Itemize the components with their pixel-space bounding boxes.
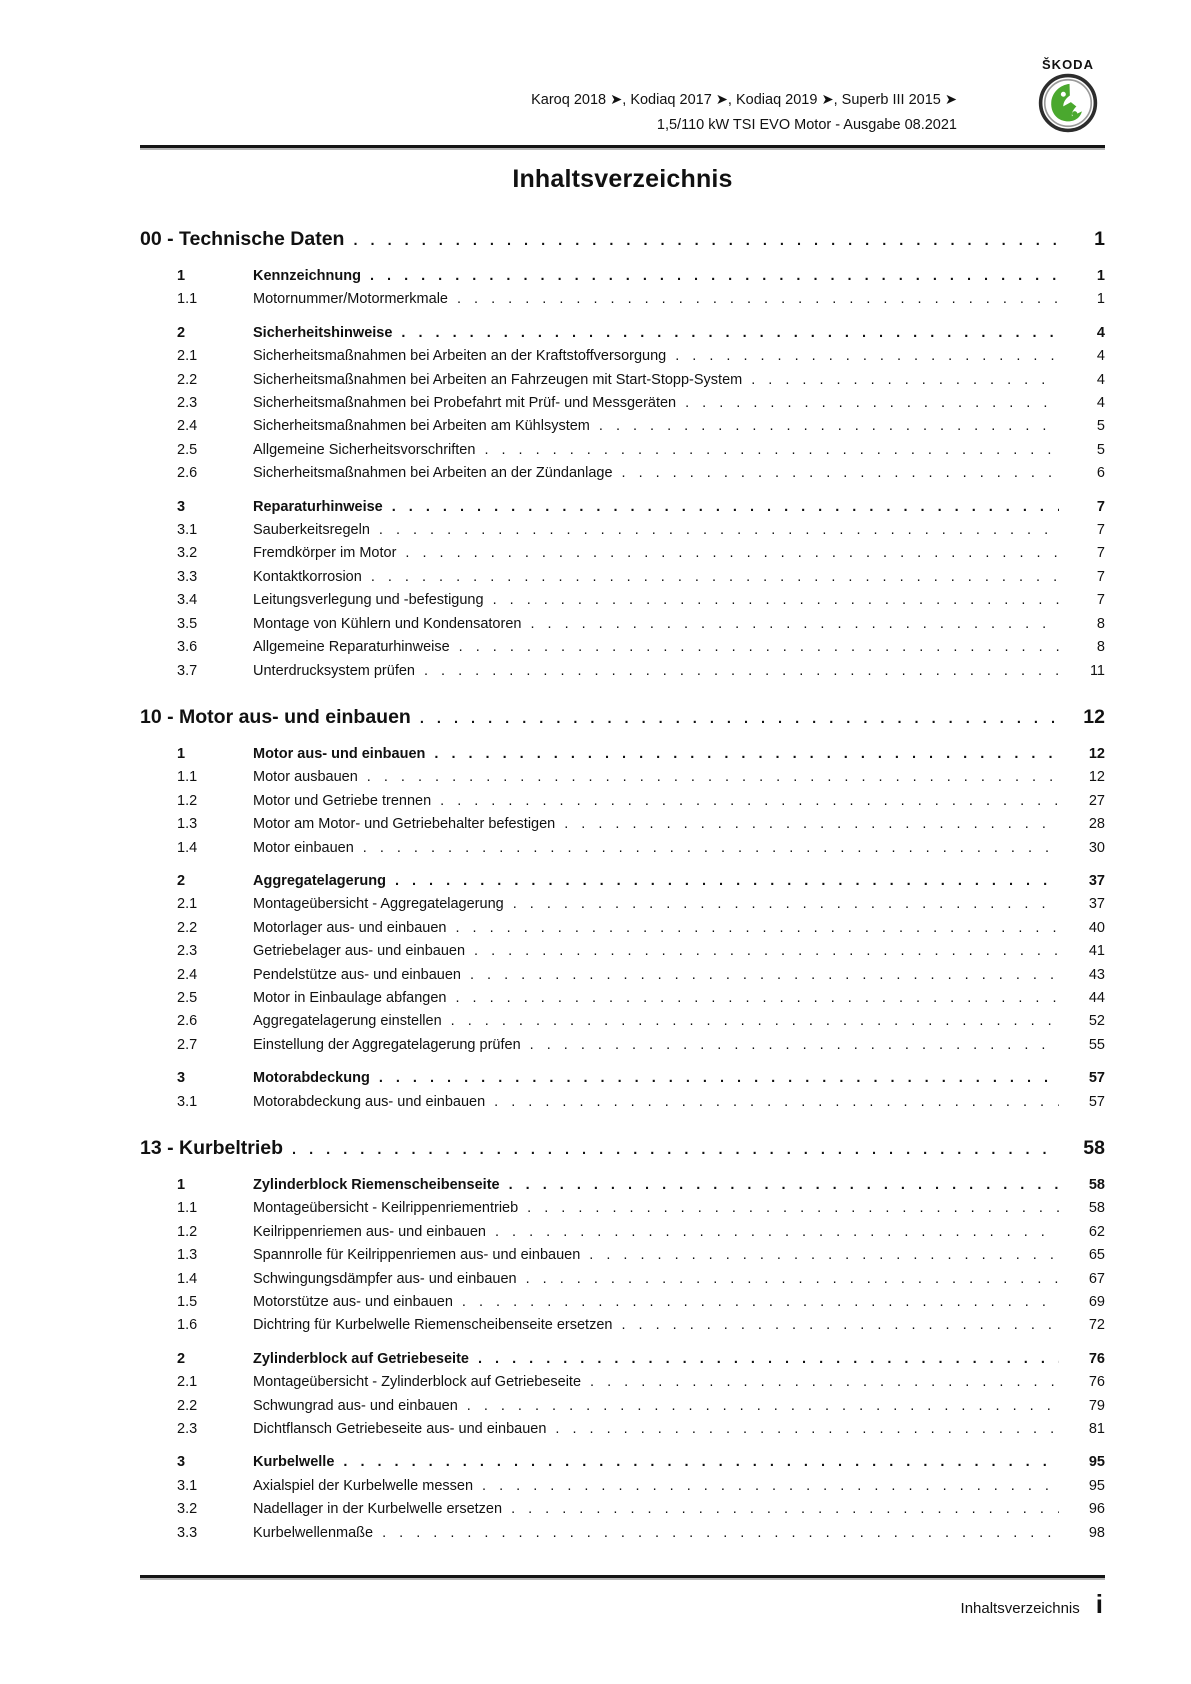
toc-item-number: 3.4: [177, 592, 198, 609]
page-header: [140, 0, 1105, 148]
dot-leader: [392, 322, 1059, 345]
toc-item-number: 3.2: [177, 545, 198, 562]
toc-item-number: 3.2: [177, 1501, 198, 1518]
page-number: 12: [1088, 745, 1105, 762]
toc-item: [140, 1091, 1105, 1114]
dot-leader: [283, 1137, 1059, 1164]
dot-leader: [442, 1010, 1059, 1033]
toc-item-label: Spannrolle für Keilrippenriemen aus- und einbauen: [253, 1247, 581, 1264]
dot-leader: [383, 496, 1059, 519]
dot-leader: [590, 415, 1059, 438]
page-number: 1: [1096, 291, 1105, 308]
page-number: 95: [1088, 1477, 1105, 1494]
toc-item: [140, 345, 1105, 368]
toc-item-number: 2.6: [177, 465, 198, 482]
toc-item-number: 2: [177, 872, 186, 889]
dot-leader: [415, 660, 1059, 683]
dot-leader: [458, 1395, 1059, 1418]
page-number: 7: [1096, 545, 1105, 562]
page-number: 96: [1088, 1501, 1105, 1518]
toc-item-number: 2.2: [177, 1397, 198, 1414]
toc-item-label: Nadellager in der Kurbelwelle ersetzen: [253, 1501, 503, 1518]
page-number: 8: [1096, 639, 1105, 656]
page-number: 5: [1096, 441, 1105, 458]
page-number: 1: [1094, 228, 1105, 250]
page-number: 81: [1088, 1421, 1105, 1438]
footer-label: Inhaltsverzeichnis: [960, 1600, 1080, 1617]
page-number: 4: [1096, 371, 1105, 388]
toc-item-label: Allgemeine Reparaturhinweise: [253, 639, 450, 656]
dot-leader: [448, 288, 1059, 311]
skoda-wordmark: ŠKODA: [1042, 57, 1094, 72]
dot-leader: [521, 1034, 1059, 1057]
toc-item-label: Zylinderblock auf Getriebeseite: [253, 1350, 469, 1367]
toc-item: [140, 1395, 1105, 1418]
dot-leader: [518, 1197, 1059, 1220]
toc-item: [140, 1010, 1105, 1033]
toc-item: [140, 392, 1105, 415]
dot-leader: [521, 613, 1059, 636]
toc-item: [140, 660, 1105, 683]
toc-item: [140, 987, 1105, 1010]
toc-item-label: Getriebelager aus- und einbauen: [253, 943, 466, 960]
dot-leader: [362, 566, 1059, 589]
page-number: 62: [1088, 1223, 1105, 1240]
toc-item-number: 3.1: [177, 522, 198, 539]
page-number: 1: [1096, 268, 1105, 284]
dot-leader: [473, 1475, 1059, 1498]
page-number: 79: [1088, 1397, 1105, 1414]
toc-item: [140, 893, 1105, 916]
page-number: 12: [1083, 705, 1105, 728]
toc-item-label: Montage von Kühlern und Kondensatoren: [253, 615, 522, 632]
toc-item-number: 1.1: [177, 291, 198, 308]
toc-item-number: 1.6: [177, 1317, 198, 1334]
toc-item-label: Kontaktkorrosion: [253, 568, 362, 585]
toc-item: [140, 1221, 1105, 1244]
dot-leader: [555, 813, 1059, 836]
dot-leader: [469, 1348, 1059, 1371]
toc-item-number: 3: [177, 498, 186, 515]
dot-leader: [504, 893, 1059, 916]
toc-item: [140, 940, 1105, 963]
dot-leader: [485, 1091, 1059, 1114]
dot-leader: [581, 1371, 1059, 1394]
toc-item-label: Zylinderblock Riemenscheibenseite: [253, 1177, 500, 1193]
header-line-1: Karoq 2018 ➤, Kodiaq 2017 ➤, Kodiaq 2019 ➤, Superb III 2015 ➤: [531, 92, 957, 108]
page-number: 57: [1088, 1093, 1105, 1110]
toc-item: [140, 1475, 1105, 1498]
toc-item: [140, 1348, 1105, 1371]
page-number: 8: [1096, 615, 1105, 632]
toc-item-label: Sicherheitsmaßnahmen bei Arbeiten an der Zündanlage: [253, 465, 613, 482]
toc-item-number: 3: [177, 1454, 186, 1471]
toc-item-number: 1.1: [177, 1200, 198, 1217]
page-number: 58: [1083, 1137, 1105, 1159]
toc-item-label: Sicherheitshinweise: [253, 324, 393, 341]
toc-item-number: 2.3: [177, 1421, 198, 1438]
toc-item-number: 1.2: [177, 792, 198, 809]
page-number: 12: [1088, 769, 1105, 786]
page-number: 69: [1088, 1294, 1105, 1311]
page-number: 40: [1088, 919, 1105, 936]
page-title: Inhaltsverzeichnis: [512, 165, 733, 193]
toc-item-number: 3.3: [177, 1524, 198, 1541]
page-number: 67: [1088, 1270, 1105, 1287]
page-number: 95: [1088, 1454, 1105, 1471]
footer-divider: [140, 1575, 1105, 1578]
table-of-contents: [140, 226, 1105, 1545]
dot-leader: [461, 964, 1059, 987]
toc-item: [140, 636, 1105, 659]
toc-item-number: 1.4: [177, 839, 198, 856]
toc-item-label: Montageübersicht - Zylinderblock auf Getriebeseite: [253, 1374, 582, 1391]
header-model-info: [531, 88, 957, 138]
dot-leader: [358, 766, 1059, 789]
toc-item-number: 1: [177, 745, 186, 762]
toc-item: [140, 1371, 1105, 1394]
toc-item-number: 2.7: [177, 1036, 198, 1053]
toc-item-label: Motorabdeckung aus- und einbauen: [253, 1093, 486, 1110]
toc-item-label: Sauberkeitsregeln: [253, 522, 370, 539]
header-line-2: 1,5/110 kW TSI EVO Motor - Ausgabe 08.2021: [656, 117, 957, 133]
toc-item-number: 2.5: [177, 989, 198, 1006]
toc-item-number: 2.3: [177, 395, 198, 412]
dot-leader: [500, 1174, 1059, 1197]
toc-item: [140, 439, 1105, 462]
dot-leader: [546, 1418, 1059, 1441]
toc-item-number: 1.1: [177, 769, 198, 786]
toc-item-label: Allgemeine Sicherheitsvorschriften: [253, 441, 476, 458]
toc-item: [140, 265, 1105, 288]
toc-item-label: Kurbelwellenmaße: [253, 1524, 374, 1541]
dot-leader: [344, 228, 1059, 255]
toc-item-label: Motorlager aus- und einbauen: [253, 919, 447, 936]
toc-item-label: Sicherheitsmaßnahmen bei Probefahrt mit Prüf- und Messgeräten: [253, 395, 677, 412]
toc-item-label: Einstellung der Aggregatelagerung prüfen: [253, 1036, 521, 1053]
toc-item-number: 1.4: [177, 1270, 198, 1287]
dot-leader: [431, 790, 1059, 813]
toc-item-number: 2.2: [177, 919, 198, 936]
page-number: 72: [1088, 1317, 1105, 1334]
dot-leader: [373, 1522, 1059, 1545]
toc-item-label: Aggregatelagerung einstellen: [253, 1013, 442, 1030]
dot-leader: [612, 1314, 1059, 1337]
toc-item: [140, 813, 1105, 836]
toc-section-heading: [140, 226, 1105, 255]
page-number: 76: [1088, 1350, 1105, 1367]
toc-item: [140, 1268, 1105, 1291]
page-number: 11: [1089, 662, 1105, 679]
dot-leader: [517, 1268, 1059, 1291]
toc-item: [140, 462, 1105, 485]
toc-item: [140, 1498, 1105, 1521]
page-number: 7: [1096, 522, 1105, 539]
toc-item-label: Schwungrad aus- und einbauen: [253, 1397, 458, 1414]
toc-item: [140, 322, 1105, 345]
page-number: 58: [1088, 1177, 1105, 1193]
toc-item-number: 1: [177, 268, 186, 284]
skoda-logo: [1033, 58, 1103, 139]
page-number: 65: [1088, 1247, 1105, 1264]
page-number: 6: [1096, 465, 1105, 482]
toc-item-label: Motor am Motor- und Getriebehalter befestigen: [253, 816, 556, 833]
toc-item-number: 3: [177, 1070, 186, 1087]
page-number: 27: [1088, 792, 1105, 809]
page-number: 7: [1096, 568, 1105, 585]
page-number: 55: [1088, 1036, 1105, 1053]
dot-leader: [453, 1291, 1059, 1314]
toc-item-label: Montageübersicht - Keilrippenriementrieb: [253, 1200, 519, 1217]
toc-item: [140, 1034, 1105, 1057]
toc-item-label: Montageübersicht - Aggregatelagerung: [253, 896, 504, 913]
page-number: 5: [1096, 418, 1105, 435]
dot-leader: [386, 870, 1059, 893]
page-number: 76: [1088, 1374, 1105, 1391]
page-footer: [140, 1575, 1105, 1617]
toc-item: [140, 566, 1105, 589]
page-number: 4: [1096, 348, 1105, 365]
dot-leader: [446, 917, 1059, 940]
toc-item-number: 2: [177, 324, 186, 341]
page-number: 98: [1088, 1524, 1105, 1541]
dot-leader: [396, 542, 1059, 565]
toc-item: [140, 870, 1105, 893]
toc-item: [140, 519, 1105, 542]
dot-leader: [484, 589, 1059, 612]
dot-leader: [334, 1451, 1059, 1474]
toc-section-label: 00 - Technische Daten: [140, 228, 345, 250]
header-divider: [140, 145, 1105, 148]
toc-item-label: Keilrippenriemen aus- und einbauen: [253, 1223, 486, 1240]
dot-leader: [580, 1244, 1059, 1267]
toc-item-number: 1.5: [177, 1294, 198, 1311]
toc-item-number: 2.1: [177, 348, 198, 365]
toc-item-number: 1.3: [177, 816, 198, 833]
toc-item-label: Unterdrucksystem prüfen: [253, 662, 415, 679]
toc-item: [140, 1174, 1105, 1197]
toc-item: [140, 790, 1105, 813]
page-number: 52: [1088, 1013, 1105, 1030]
toc-item-number: 2.6: [177, 1013, 198, 1030]
toc-item: [140, 415, 1105, 438]
page-number: 28: [1088, 816, 1105, 833]
toc-item-number: 3.5: [177, 615, 198, 632]
dot-leader: [742, 369, 1059, 392]
toc-item-number: 2.3: [177, 943, 198, 960]
toc-item-number: 3.1: [177, 1477, 198, 1494]
toc-item-number: 3.1: [177, 1093, 198, 1110]
toc-item-number: 2.2: [177, 371, 198, 388]
page-number: 44: [1088, 989, 1105, 1006]
toc-item-number: 3.6: [177, 639, 198, 656]
toc-item-label: Schwingungsdämpfer aus- und einbauen: [253, 1270, 517, 1287]
toc-item-label: Motorabdeckung: [253, 1070, 370, 1087]
toc-item-number: 3.3: [177, 568, 198, 585]
toc-item: [140, 964, 1105, 987]
dot-leader: [446, 987, 1059, 1010]
dot-leader: [450, 636, 1059, 659]
toc-item-number: 1.3: [177, 1247, 198, 1264]
dot-leader: [676, 392, 1059, 415]
toc-item-label: Kennzeichnung: [253, 268, 361, 284]
toc-item-label: Sicherheitsmaßnahmen bei Arbeiten an der Kraftstoffversorgung: [253, 348, 667, 365]
toc-item: [140, 1314, 1105, 1337]
toc-item-label: Motornummer/Motormerkmale: [253, 291, 448, 308]
toc-item-number: 1: [177, 1177, 186, 1193]
toc-item-label: Dichtflansch Getriebeseite aus- und einbauen: [253, 1421, 547, 1438]
toc-item-number: 2.5: [177, 441, 198, 458]
page-number: 30: [1088, 839, 1105, 856]
toc-item-label: Axialspiel der Kurbelwelle messen: [253, 1477, 474, 1494]
skoda-winged-arrow-icon: [1037, 121, 1099, 138]
page-number: 4: [1096, 395, 1105, 412]
toc-item: [140, 589, 1105, 612]
toc-item-label: Aggregatelagerung: [253, 872, 386, 889]
dot-leader: [411, 706, 1059, 733]
toc-section-label: 13 - Kurbeltrieb: [140, 1137, 284, 1159]
toc-item: [140, 288, 1105, 311]
toc-item-number: 2.4: [177, 966, 198, 983]
dot-leader: [475, 439, 1059, 462]
toc-item: [140, 369, 1105, 392]
footer-page-number: i: [1095, 1589, 1103, 1619]
toc-item-label: Reparaturhinweise: [253, 498, 383, 515]
dot-leader: [613, 462, 1059, 485]
toc-item-label: Motor einbauen: [253, 839, 354, 856]
page-number: 7: [1096, 498, 1105, 515]
toc-item-label: Kurbelwelle: [253, 1454, 335, 1471]
toc-item-label: Dichtring für Kurbelwelle Riemenscheibenseite ersetzen: [253, 1317, 613, 1334]
toc-item-number: 2.1: [177, 896, 198, 913]
page-number: 58: [1088, 1200, 1105, 1217]
toc-item: [140, 917, 1105, 940]
toc-item: [140, 1244, 1105, 1267]
toc-item: [140, 1418, 1105, 1441]
dot-leader: [486, 1221, 1059, 1244]
dot-leader: [666, 345, 1059, 368]
toc-item-label: Motor und Getriebe trennen: [253, 792, 432, 809]
toc-item: [140, 743, 1105, 766]
page-number: 37: [1088, 896, 1105, 913]
toc-item-number: 2.1: [177, 1374, 198, 1391]
toc-item-label: Leitungsverlegung und -befestigung: [253, 592, 484, 609]
toc-item-label: Pendelstütze aus- und einbauen: [253, 966, 461, 983]
toc-section-heading: [140, 1135, 1105, 1164]
page-number: 41: [1088, 943, 1105, 960]
page-number: 43: [1088, 966, 1105, 983]
toc-item: [140, 837, 1105, 860]
toc-item: [140, 766, 1105, 789]
dot-leader: [354, 837, 1059, 860]
toc-item-label: Motorstütze aus- und einbauen: [253, 1294, 453, 1311]
toc-item: [140, 1197, 1105, 1220]
dot-leader: [425, 743, 1059, 766]
dot-leader: [465, 940, 1059, 963]
document-page: [140, 0, 1105, 1684]
toc-item-label: Fremdkörper im Motor: [253, 545, 397, 562]
toc-item: [140, 1451, 1105, 1474]
toc-item-number: 1.2: [177, 1223, 198, 1240]
toc-section-heading: [140, 704, 1105, 733]
dot-leader: [502, 1498, 1059, 1521]
page-number: 7: [1096, 592, 1105, 609]
toc-item: [140, 613, 1105, 636]
toc-item-number: 2: [177, 1350, 186, 1367]
dot-leader: [370, 1067, 1059, 1090]
toc-item-label: Sicherheitsmaßnahmen bei Arbeiten an Fahrzeugen mit Start-Stopp-System: [253, 371, 743, 388]
page-number: 4: [1096, 324, 1105, 341]
toc-item-label: Motor ausbauen: [253, 769, 358, 786]
toc-item-label: Motor in Einbaulage abfangen: [253, 989, 447, 1006]
toc-section-label: 10 - Motor aus- und einbauen: [140, 705, 411, 728]
dot-leader: [361, 265, 1059, 288]
toc-item: [140, 542, 1105, 565]
toc-item-label: Sicherheitsmaßnahmen bei Arbeiten am Kühlsystem: [253, 418, 590, 435]
toc-item-number: 3.7: [177, 662, 198, 679]
page-number: 37: [1088, 872, 1105, 889]
toc-item: [140, 1522, 1105, 1545]
toc-item: [140, 496, 1105, 519]
toc-item-label: Motor aus- und einbauen: [253, 745, 426, 762]
toc-item: [140, 1067, 1105, 1090]
page-number: 57: [1088, 1070, 1105, 1087]
toc-item-number: 2.4: [177, 418, 198, 435]
toc-item: [140, 1291, 1105, 1314]
dot-leader: [370, 519, 1059, 542]
